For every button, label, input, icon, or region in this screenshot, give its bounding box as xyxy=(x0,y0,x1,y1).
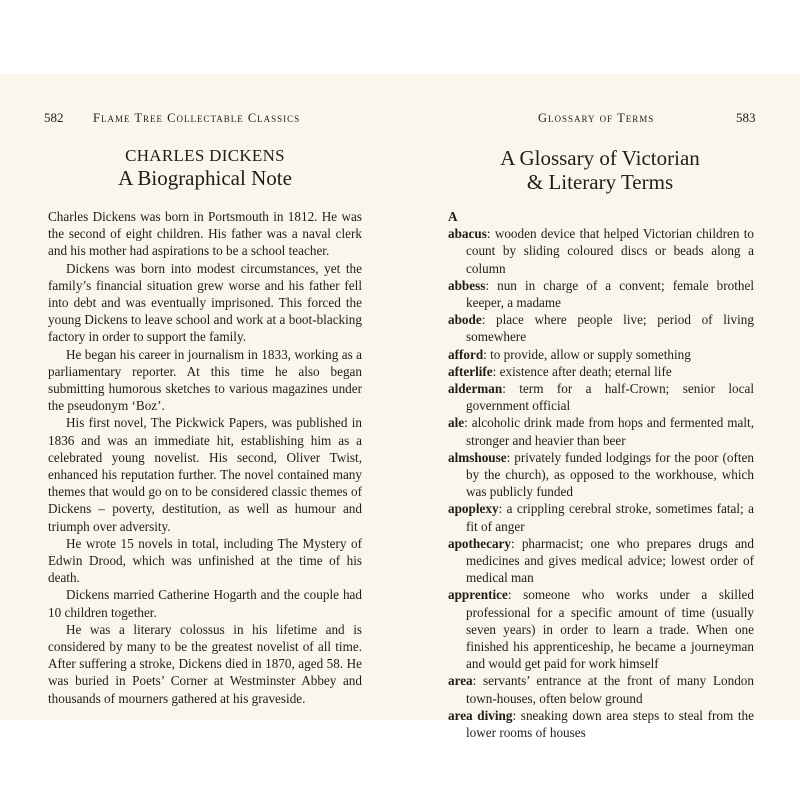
glossary-entry xyxy=(448,380,754,414)
glossary-entry xyxy=(448,277,754,311)
right-page xyxy=(400,74,800,741)
glossary-term: abbess xyxy=(448,277,486,293)
glossary-definition: : wooden device that helped Victorian children to count by sliding coloured discs or beads along a column xyxy=(466,226,754,276)
running-head: Glossary of Terms xyxy=(538,111,655,125)
glossary-title-line2: & Literary Terms xyxy=(526,170,674,194)
glossary-entry xyxy=(448,707,754,741)
glossary-entry xyxy=(448,363,754,380)
glossary-term: apprentice xyxy=(448,587,508,603)
book-spread xyxy=(0,74,800,741)
glossary-term: afford xyxy=(448,346,484,362)
glossary-definition: : term for a half-Crown; senior local government official xyxy=(466,381,754,414)
glossary-title-line1: A Glossary of Victorian xyxy=(500,146,700,170)
glossary-definition: : place where people live; period of living somewhere xyxy=(466,312,754,345)
glossary-term: almshouse xyxy=(448,449,507,465)
paragraph: His first novel, The Pickwick Papers, was published in 1836 and was an immediate hit, establishing him as a celebrated young novelist. His second, Oliver Twist, enhanced his reputation further. The novel contained many themes that would go on to be considered classic themes of Dickens – poverty, destitution, as well as humour and triumph over adversity. xyxy=(48,415,362,534)
glossary-term: alderman xyxy=(448,381,503,397)
glossary-definition: : existence after death; eternal life xyxy=(492,363,672,379)
paragraph: Dickens was born into modest circumstances, yet the family’s financial situation grew worse and his father fell into debt and was eventually imprisoned. This forced the young Dickens to leave school and work at a boot-blacking factory in order to support the family. xyxy=(48,260,362,345)
glossary-entry xyxy=(448,346,754,363)
glossary-term: area xyxy=(448,673,473,689)
glossary-definition: : a crippling cerebral stroke, sometimes fatal; a fit of anger xyxy=(466,501,754,534)
glossary-term: apoplexy xyxy=(448,501,499,517)
glossary-entry xyxy=(448,414,754,448)
section-title: A Biographical Note xyxy=(118,166,292,190)
glossary-definition: : nun in charge of a convent; female brothel keeper, a madame xyxy=(466,277,754,310)
glossary-definition: : alcoholic drink made from hops and fermented malt, stronger and heavier than beer xyxy=(464,415,754,448)
glossary-entry xyxy=(448,672,754,706)
page-number: 583 xyxy=(736,110,756,125)
glossary-term: afterlife xyxy=(448,363,493,379)
glossary-entry xyxy=(448,225,754,277)
paragraph: Charles Dickens was born in Portsmouth in 1812. He was the second of eight children. His father was a naval clerk and his mother had aspirations to be a school teacher. xyxy=(48,209,362,259)
paragraph: Dickens married Catherine Hogarth and the couple had 10 children together. xyxy=(48,587,362,620)
section-letter: A xyxy=(448,209,458,224)
glossary-entry xyxy=(448,535,754,587)
glossary-definition: : sneaking down area steps to steal from the lower rooms of houses xyxy=(466,707,755,741)
glossary-list xyxy=(448,208,754,741)
glossary-entry xyxy=(448,586,754,672)
glossary-definition: : someone who works under a skilled professional for a specific amount of time (usually seven years) in order to learn a trade. When one finished his apprenticeship, he became a journeyman and would get paid for work himself xyxy=(466,587,754,672)
running-head: Flame Tree Collectable Classics xyxy=(93,111,301,125)
paragraph: He began his career in journalism in 1833, working as a parliamentary reporter. At this time he also began submitting humorous sketches to various magazines under the pseudonym ‘Boz’. xyxy=(48,346,362,414)
glossary-definition: : privately funded lodgings for the poor (often by the church), as opposed to the workhouse, which was publicly funded xyxy=(466,449,754,500)
left-page xyxy=(0,74,400,720)
page-number: 582 xyxy=(44,110,64,125)
glossary-entry xyxy=(448,311,754,345)
glossary-definition: : servants’ entrance at the front of many London town-houses, often below ground xyxy=(466,673,754,706)
paragraph: He wrote 15 novels in total, including The Mystery of Edwin Drood, which was unfinished at the time of his death. xyxy=(48,535,362,586)
paragraph: He was a literary colossus in his lifetime and is considered by many to be the greatest novelist of all time. After suffering a stroke, Dickens died in 1870, aged 58. He was buried in Poets’ Corner at Westminster Abbey and thousands of mourners gathered at his graveside. xyxy=(48,621,362,706)
glossary-entry xyxy=(448,500,754,534)
glossary-term: area diving xyxy=(448,707,513,723)
glossary-definition: : pharmacist; one who prepares drugs and medicines and gives medical advice; lowest order of medical man xyxy=(466,535,754,586)
section-author: CHARLES DICKENS xyxy=(125,146,285,165)
glossary-term: apothecary xyxy=(448,535,511,551)
biography-text xyxy=(48,208,362,707)
glossary-term: ale xyxy=(448,415,465,431)
glossary-term: abode xyxy=(448,312,482,328)
glossary-term: abacus xyxy=(448,226,487,242)
glossary-entry xyxy=(448,449,754,501)
glossary-definition: : to provide, allow or supply something xyxy=(483,346,691,362)
